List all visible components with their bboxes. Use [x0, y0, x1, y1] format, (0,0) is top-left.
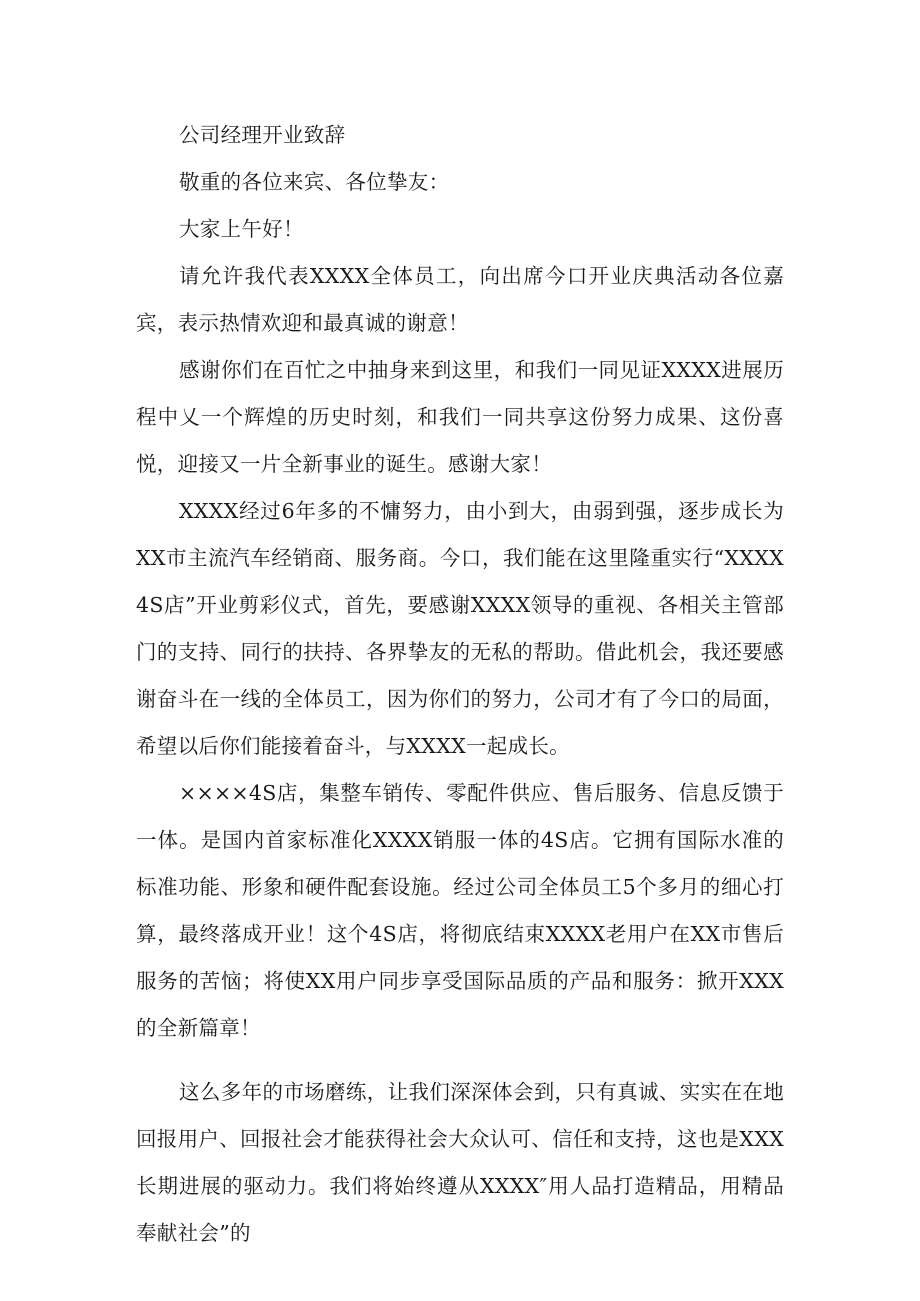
paragraph: ××××4S店，集整车销传、零配件供应、售后服务、信息反馈于一体。是国内首家标准化XXXX销服一体的4S店。它拥有国际水准的标准功能、形象和硬件配套设施。经过公司全体员工5个多月的细心打算，最终落成开业！这个4S店，将彻底结束XXXX老用户在XX市售后服务的苦恼；将使XX用户同步享受国际品质的产品和服务：掀开XXX的全新篇章！	[136, 781, 784, 1040]
greeting: 大家上午好！	[179, 217, 304, 241]
paragraph: 感谢你们在百忙之中抽身来到这里，和我们一同见证XXXX进展历程中乂一个辉煌的历史时刻，和我们一同共享这份努力成果、这份喜悦，迎接又一片全新事业的诞生。感谢大家！	[136, 358, 784, 476]
paragraph: 请允许我代表XXXX全体员工，向出席今口开业庆典活动各位嘉宾，表示热情欢迎和最真诚的谢意！	[136, 264, 784, 335]
salutation: 敬重的各位来宾、各位挚友：	[179, 170, 450, 194]
document-title: 公司经理开业致辞	[179, 123, 346, 147]
paragraph-spacer	[136, 1052, 784, 1069]
paragraph: 这么多年的市场磨练，让我们深深体会到，只有真诚、实实在在地回报用户、回报社会才能获得社会大众认可、信任和支持，这也是XXX长期进展的驱动力。我们将始终遵从XXXX″用人品打造精品，用精品奉献社会”的	[136, 1080, 784, 1245]
document-body	[136, 112, 784, 1257]
paragraph: XXXX经过6年多的不慵努力，由小到大，由弱到强，逐步成长为XX市主流汽车经销商、服务商。今口，我们能在这里隆重实行“XXXX4S店”开业剪彩仪式，首先，要感谢XXXX领导的重视、各相关主管部门的支持、同行的扶持、各界挚友的无私的帮助。借此机会，我还要感谢奋斗在一线的全体员工，因为你们的努力，公司才有了今口的局面，希望以后你们能接着奋斗，与XXXX一起成长。	[136, 499, 784, 758]
